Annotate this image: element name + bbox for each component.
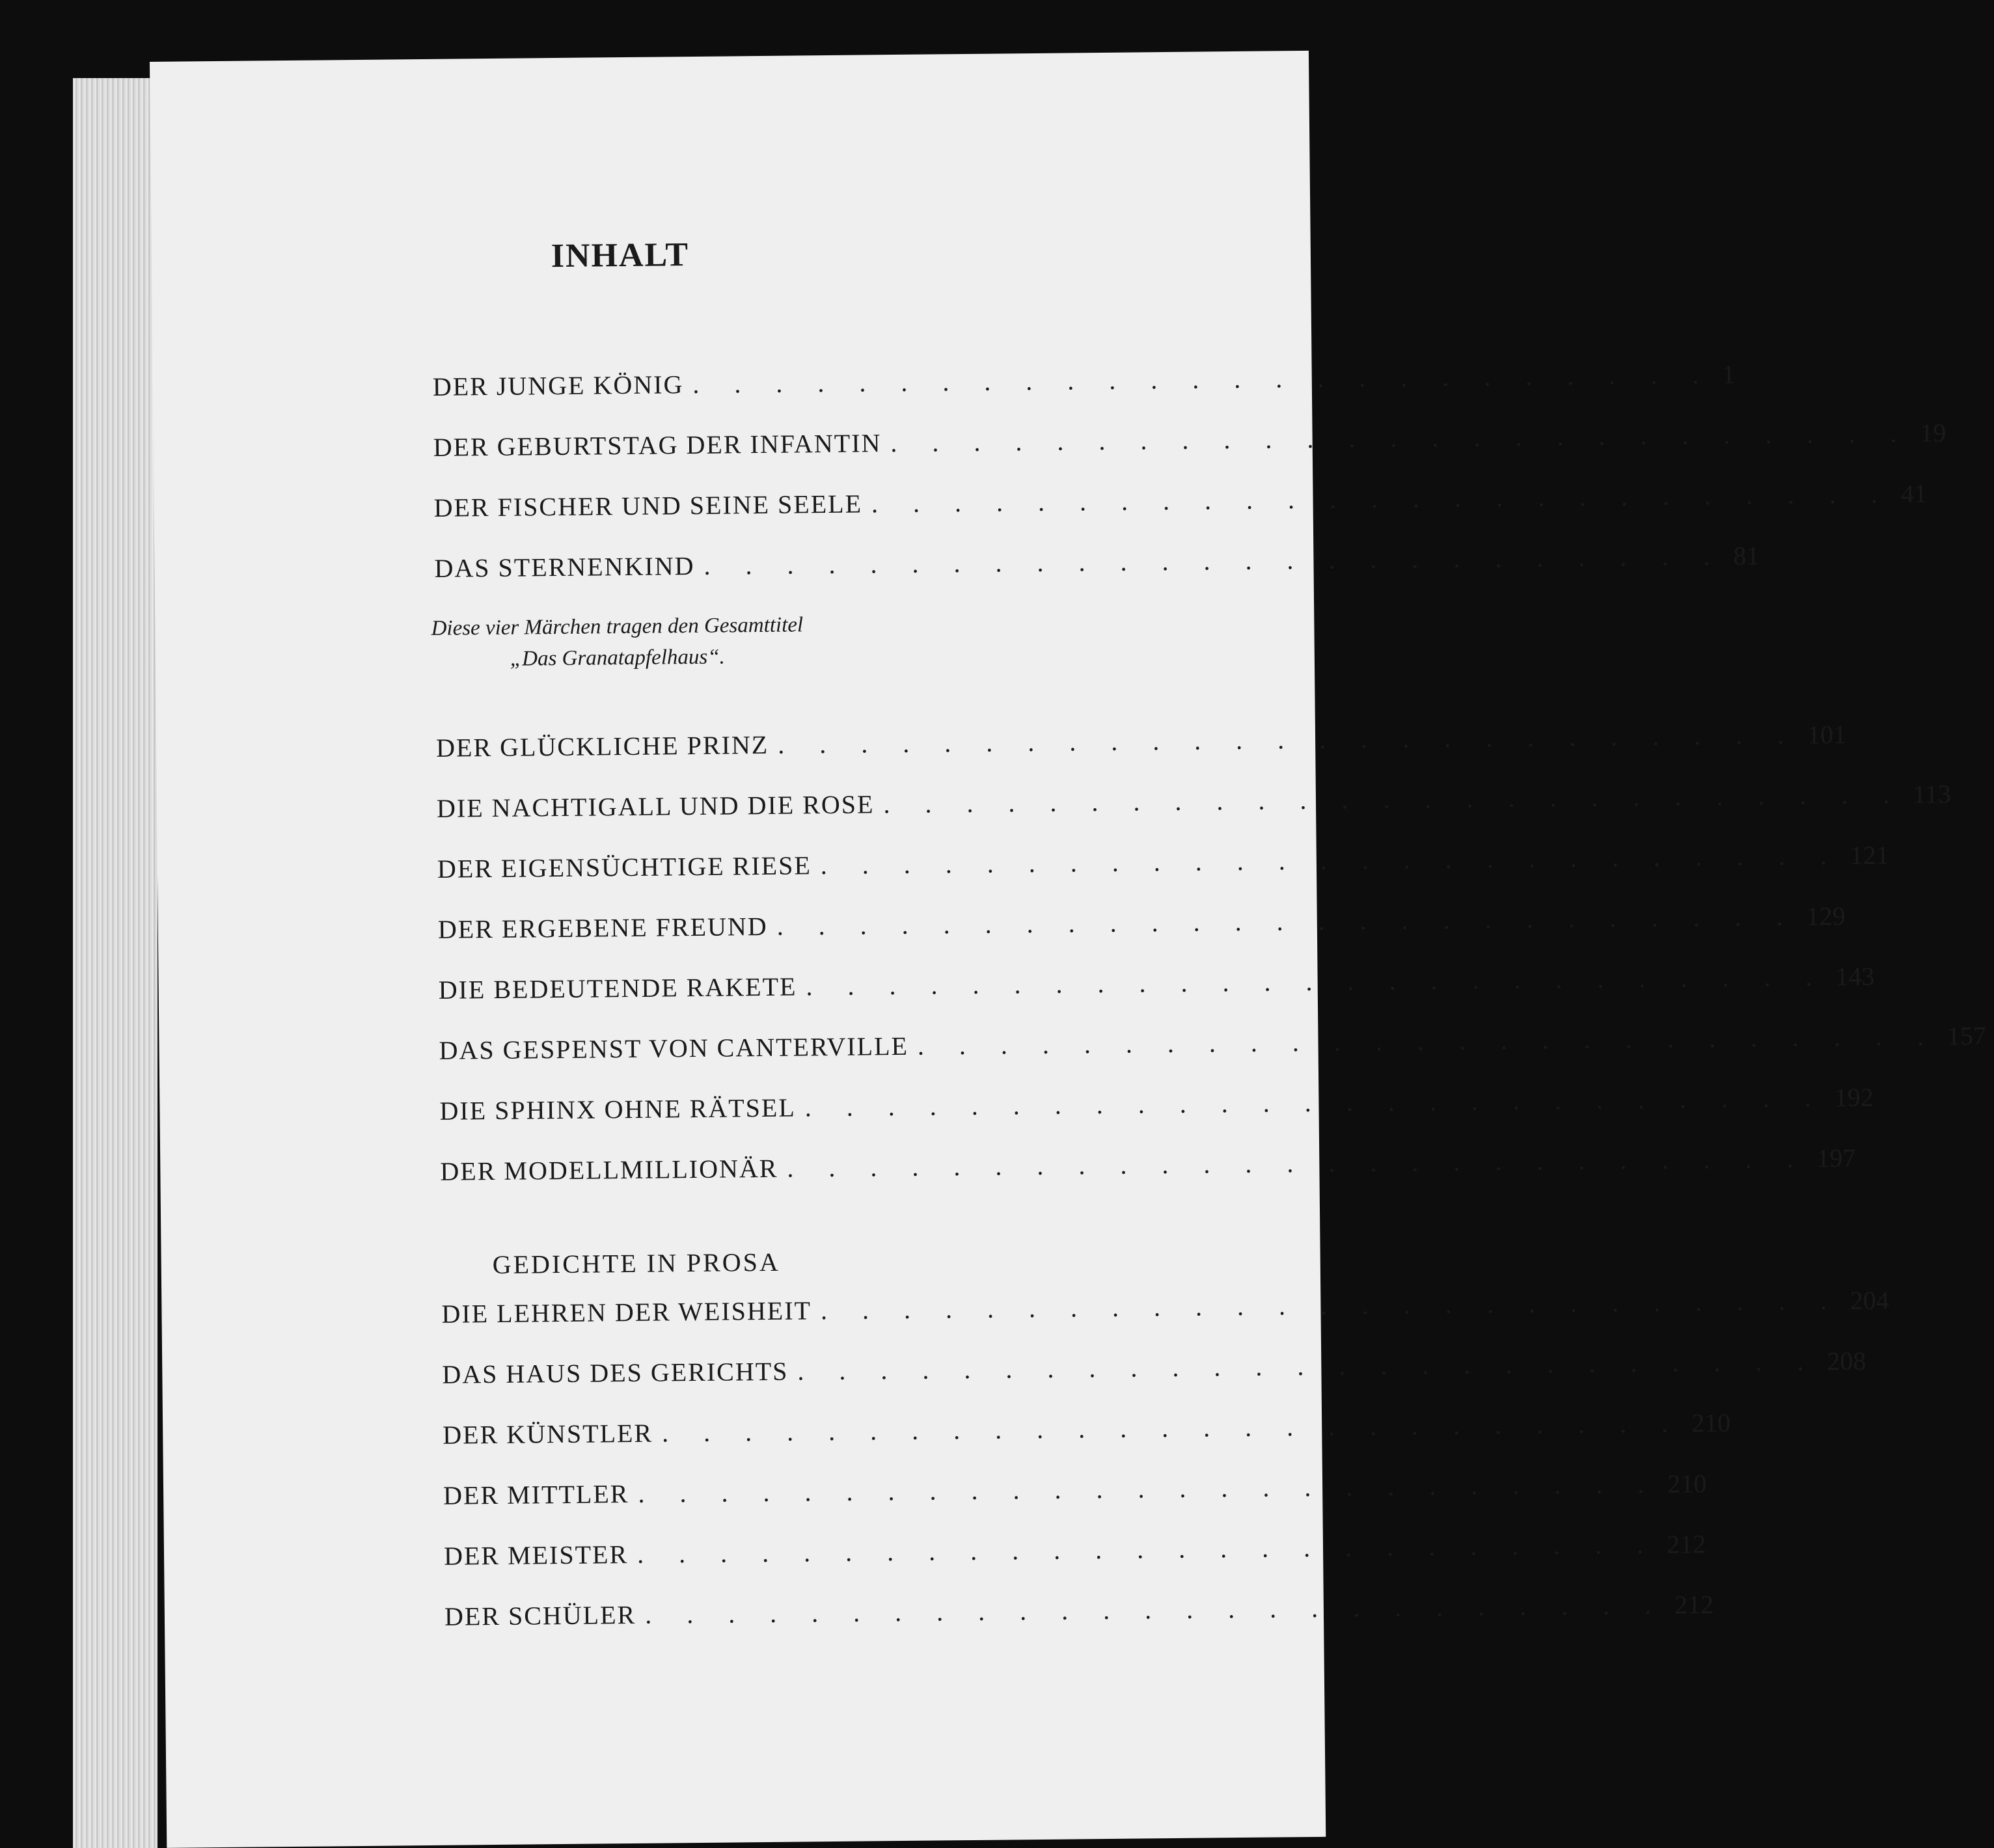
toc-entry: DER GLÜCKLICHE PRINZ . . . . . . . . . . . . . . . . . . . . . . . . . 101 xyxy=(435,720,1847,763)
toc-entry: DAS STERNENKIND . . . . . . . . . . . . . . . . . . . . . . . . . 81 xyxy=(434,541,1760,583)
toc-entry: DER MEISTER . . . . . . . . . . . . . . . . . . . . . . . . . 212 xyxy=(443,1529,1706,1571)
toc-entry-page: 212 xyxy=(1674,1590,1714,1620)
toc-entry: DAS GESPENST VON CANTERVILLE . . . . . . . . . . . . . . . . . . . . . . . . . 157 xyxy=(439,1020,1987,1065)
toc-entry-title: DER MITTLER xyxy=(443,1479,629,1510)
toc-entry: DER KÜNSTLER . . . . . . . . . . . . . . . . . . . . . . . . . 210 xyxy=(443,1407,1731,1450)
toc-entry-page: 121 xyxy=(1850,840,1889,870)
toc-entry-page: 210 xyxy=(1667,1469,1707,1499)
toc-entry-title: DER MEISTER xyxy=(443,1540,629,1571)
toc-entry-page: 143 xyxy=(1835,961,1875,992)
toc-entry: DIE LEHREN DER WEISHEIT . . . . . . . . . . . . . . . . . . . . . . . . . 204 xyxy=(441,1285,1890,1329)
toc-entry: DER MODELLMILLIONÄR . . . . . . . . . . . . . . . . . . . . . . . . . 197 xyxy=(440,1143,1856,1186)
book-page-edges xyxy=(73,78,157,1848)
toc-entry-page: 192 xyxy=(1834,1082,1874,1113)
toc-entry-page: 101 xyxy=(1807,720,1847,750)
toc-entry-title: DAS HAUS DES GERICHTS xyxy=(442,1356,789,1389)
toc-entry-page: 19 xyxy=(1920,418,1946,448)
toc-entry-page: 204 xyxy=(1850,1285,1890,1316)
toc-entry-title: DER SCHÜLER xyxy=(444,1599,636,1631)
section-title: GEDICHTE IN PROSA xyxy=(492,1247,781,1280)
toc-entry-page: 197 xyxy=(1816,1143,1856,1173)
toc-entry-title: DER ERGEBENE FREUND xyxy=(437,911,768,944)
toc-entry-title: DER GEBURTSTAG DER INFANTIN xyxy=(433,428,882,462)
note-line-2: „Das Granatapfelhaus“. xyxy=(510,645,726,671)
toc-entry-page: 157 xyxy=(1946,1020,1987,1051)
toc-entry: DER SCHÜLER . . . . . . . . . . . . . . . . . . . . . . . . . 212 xyxy=(444,1590,1714,1631)
toc-entry-page: 212 xyxy=(1666,1529,1706,1559)
book-page xyxy=(150,51,1987,1848)
toc-entry-page: 81 xyxy=(1733,541,1760,571)
toc-entry-page: 1 xyxy=(1722,359,1736,389)
toc-entry: DER ERGEBENE FREUND . . . . . . . . . . . . . . . . . . . . . . . . . 129 xyxy=(437,901,1846,944)
toc-entry: DIE BEDEUTENDE RAKETE . . . . . . . . . . . . . . . . . . . . . . . . . 143 xyxy=(438,961,1875,1005)
toc-entry: DIE NACHTIGALL UND DIE ROSE . . . . . . . . . . . . . . . . . . . . . . . . . 113 xyxy=(436,779,1952,823)
toc-entry-page: 41 xyxy=(1900,478,1928,509)
toc-entry-page: 210 xyxy=(1691,1407,1731,1438)
toc-entry: DIE SPHINX OHNE RÄTSEL . . . . . . . . . . . . . . . . . . . . . . . . . 192 xyxy=(439,1082,1874,1126)
toc-entry: DER GEBURTSTAG DER INFANTIN . . . . . . . . . . . . . . . . . . . . . . . . . 19 xyxy=(433,418,1946,462)
toc-entry: DAS HAUS DES GERICHTS . . . . . . . . . . . . . . . . . . . . . . . . . 208 xyxy=(442,1346,1866,1389)
toc-entry-title: DER FISCHER UND SEINE SEELE xyxy=(433,489,863,523)
toc-entry: DER MITTLER . . . . . . . . . . . . . . . . . . . . . . . . . 210 xyxy=(443,1469,1707,1510)
toc-entry-title: DER EIGENSÜCHTIGE RIESE xyxy=(437,850,812,884)
toc-entry-title: DIE BEDEUTENDE RAKETE xyxy=(438,972,797,1005)
toc-entry-title: DER MODELLMILLIONÄR xyxy=(440,1153,778,1186)
note-line-1: Diese vier Märchen tragen den Gesamttitel xyxy=(431,613,804,640)
toc-entry-page: 129 xyxy=(1806,901,1846,931)
toc-entry-page: 208 xyxy=(1827,1346,1866,1376)
toc-entry: DER JUNGE KÖNIG . . . . . . . . . . . . . . . . . . . . . . . . . 1 xyxy=(432,359,1736,401)
toc-entry-title: DAS GESPENST VON CANTERVILLE xyxy=(439,1031,909,1065)
page-title: INHALT xyxy=(551,236,690,275)
toc-entry-title: DAS STERNENKIND xyxy=(434,550,695,583)
toc-entry-page: 113 xyxy=(1913,779,1952,809)
toc-entry: DER EIGENSÜCHTIGE RIESE . . . . . . . . . . . . . . . . . . . . . . . . . 121 xyxy=(437,840,1889,884)
toc-entry-title: DER GLÜCKLICHE PRINZ xyxy=(435,729,769,763)
toc-entry-title: DER JUNGE KÖNIG xyxy=(432,370,684,401)
toc-entry-title: DIE NACHTIGALL UND DIE ROSE xyxy=(436,789,875,823)
toc-entry-title: DIE SPHINX OHNE RÄTSEL xyxy=(439,1093,797,1126)
toc-entry-title: DER KÜNSTLER xyxy=(443,1418,653,1450)
toc-entry: DER FISCHER UND SEINE SEELE . . . . . . . . . . . . . . . . . . . . . . . . . 41 xyxy=(433,478,1928,523)
toc-entry-title: DIE LEHREN DER WEISHEIT xyxy=(441,1296,812,1329)
